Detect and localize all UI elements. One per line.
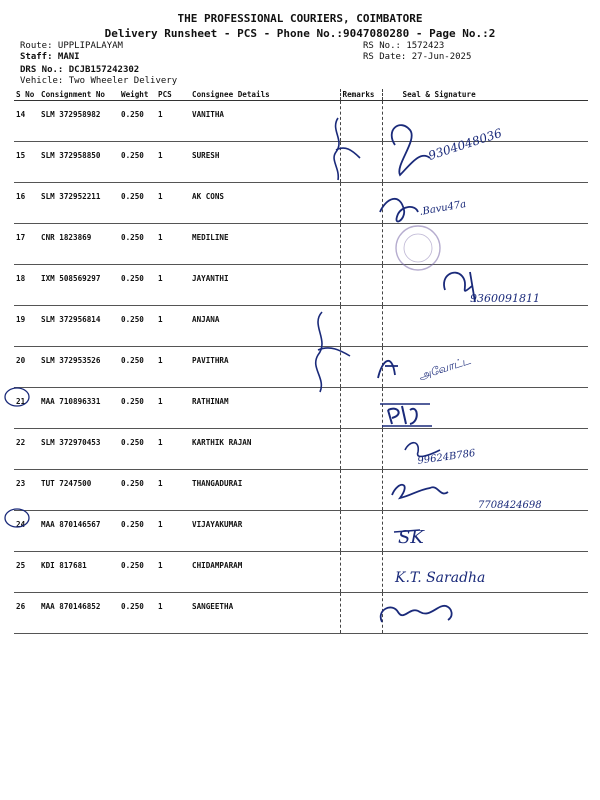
cell-remarks [340,511,382,552]
cell-pcs: 1 [156,306,190,347]
cell-seal [382,552,588,593]
cell-pcs: 1 [156,101,190,142]
cell-weight: 0.250 [119,388,156,429]
cell-weight: 0.250 [119,306,156,347]
table-row [14,101,588,142]
cell-consignment: MAA 870146852 [39,593,119,634]
cell-consignment: SLM 372958850 [39,142,119,183]
cell-consignee: VIJAYAKUMAR [190,511,340,552]
cell-weight: 0.250 [119,142,156,183]
cell-seal [382,470,588,511]
cell-seal [382,347,588,388]
cell-consignee: PAVITHRA [190,347,340,388]
cell-remarks [340,183,382,224]
table-row [14,593,588,634]
cell-seal [382,429,588,470]
cell-sno: 14 [14,101,39,142]
cell-consignment: SLM 372970453 [39,429,119,470]
cell-consignee: VANITHA [190,101,340,142]
cell-weight: 0.250 [119,593,156,634]
cell-sno: 23 [14,470,39,511]
cell-weight: 0.250 [119,470,156,511]
cell-weight: 0.250 [119,101,156,142]
handwritten-number: .Bavu47a [418,198,468,218]
cell-pcs: 1 [156,429,190,470]
cell-pcs: 1 [156,470,190,511]
cell-pcs: 1 [156,224,190,265]
cell-remarks [340,552,382,593]
handwritten-number: 7708424698 [478,500,542,511]
cell-consignee: JAYANTHI [190,265,340,306]
cell-sno: 22 [14,429,39,470]
cell-seal [382,306,588,347]
rs-number: RS No.: 1572423 [363,41,445,51]
cell-consignment: MAA 710896331 [39,388,119,429]
cell-consignee: CHIDAMPARAM [190,552,340,593]
cell-pcs: 1 [156,552,190,593]
cell-seal [382,593,588,634]
cell-remarks [340,101,382,142]
cell-remarks [340,429,382,470]
table-header-row [14,89,588,101]
col-seal: Seal & Signature [382,89,588,101]
route-label: Route: UPPLIPALAYAM [20,41,123,51]
table-row [14,142,588,183]
table-row [14,347,588,388]
cell-sno: 17 [14,224,39,265]
cell-seal [382,224,588,265]
cell-seal [382,183,588,224]
cell-sno: 19 [14,306,39,347]
cell-consignment: IXM 508569297 [39,265,119,306]
cell-sno: 15 [14,142,39,183]
cell-consignee: RATHINAM [190,388,340,429]
cell-consignee: MEDILINE [190,224,340,265]
cell-remarks [340,142,382,183]
cell-pcs: 1 [156,511,190,552]
cell-sno: 26 [14,593,39,634]
cell-consignment: SLM 372953526 [39,347,119,388]
cell-sno: 16 [14,183,39,224]
cell-remarks [340,388,382,429]
handwritten-number: 9360091811 [470,292,540,305]
table-row [14,470,588,511]
cell-pcs: 1 [156,388,190,429]
cell-consignment: TUT 7247500 [39,470,119,511]
cell-pcs: 1 [156,347,190,388]
runsheet-subtitle: Delivery Runsheet - PCS - Phone No.:9047080280 - Page No.:2 [104,27,496,40]
cell-sno: 18 [14,265,39,306]
cell-pcs: 1 [156,265,190,306]
cell-consignment: CNR 1823869 [39,224,119,265]
cell-sno: 25 [14,552,39,593]
cell-remarks [340,306,382,347]
cell-sno: 21 [14,388,39,429]
cell-pcs: 1 [156,183,190,224]
handwritten-number: 99624B786 [416,447,477,467]
cell-consignee: AK CONS [190,183,340,224]
cell-remarks [340,593,382,634]
col-pcs: PCS [156,89,190,101]
cell-weight: 0.250 [119,224,156,265]
table-row [14,552,588,593]
cell-consignee: SURESH [190,142,340,183]
cell-consignment: SLM 372952211 [39,183,119,224]
col-consignment: Consignment No [39,89,119,101]
rs-date: RS Date: 27-Jun-2025 [363,52,472,62]
vehicle-label: Vehicle: Two Wheeler Delivery [20,76,178,86]
cell-consignee: THANGADURAI [190,470,340,511]
cell-sno: 24 [14,511,39,552]
table-row [14,224,588,265]
cell-consignment: SLM 372958982 [39,101,119,142]
company-title: THE PROFESSIONAL COURIERS, COIMBATORE [177,12,423,25]
cell-remarks [340,224,382,265]
cell-seal [382,388,588,429]
drs-label: DRS No.: DCJB157242302 [20,65,140,75]
cell-consignment: MAA 870146567 [39,511,119,552]
cell-consignee: KARTHIK RAJAN [190,429,340,470]
cell-seal [382,265,588,306]
cell-weight: 0.250 [119,429,156,470]
table-row [14,183,588,224]
cell-remarks [340,347,382,388]
table-row [14,429,588,470]
cell-sno: 20 [14,347,39,388]
cell-remarks [340,470,382,511]
cell-seal [382,101,588,142]
cell-consignment: SLM 372956814 [39,306,119,347]
cell-pcs: 1 [156,142,190,183]
table-row [14,511,588,552]
col-sno: S No [14,89,39,101]
cell-weight: 0.250 [119,347,156,388]
handwritten-number: 9304048036 [426,125,504,163]
cell-weight: 0.250 [119,511,156,552]
cell-seal [382,511,588,552]
table-row [14,265,588,306]
handwritten-name: K.T. Saradha [395,570,486,586]
col-consignee: Consignee Details [190,89,340,101]
col-remarks: Remarks [340,89,382,101]
table-row [14,388,588,429]
table-row [14,306,588,347]
handwritten-initials: SK [398,527,424,548]
cell-weight: 0.250 [119,265,156,306]
cell-consignee: SANGEETHA [190,593,340,634]
handwritten-number: அவோட்ட [416,353,473,383]
cell-seal [382,142,588,183]
staff-label: Staff: MANI [20,52,80,62]
cell-consignee: ANJANA [190,306,340,347]
cell-consignment: KDI 817681 [39,552,119,593]
cell-remarks [340,265,382,306]
cell-weight: 0.250 [119,183,156,224]
cell-weight: 0.250 [119,552,156,593]
col-weight: Weight [119,89,156,101]
cell-pcs: 1 [156,593,190,634]
runsheet-table [14,89,588,634]
